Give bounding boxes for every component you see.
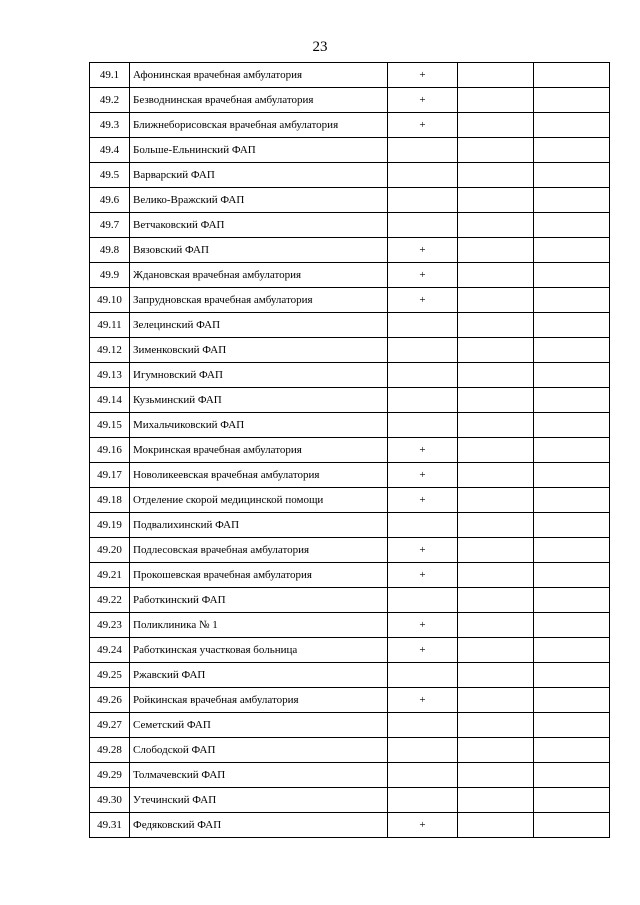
facility-name-cell: Безводнинская врачебная амбулатория [130,88,388,113]
facility-name-cell: Зименковский ФАП [130,338,388,363]
empty-cell [458,388,534,413]
row-number-cell: 49.8 [90,238,130,263]
empty-cell [458,738,534,763]
facility-table-body [90,63,610,838]
mark-cell: + [388,238,458,263]
mark-cell: + [388,288,458,313]
facility-name-cell: Толмачевский ФАП [130,763,388,788]
mark-cell: + [388,813,458,838]
facility-name-cell: Отделение скорой медицинской помощи [130,488,388,513]
empty-cell [458,788,534,813]
empty-cell [458,663,534,688]
empty-cell [534,138,610,163]
facility-name-cell: Больше-Ельнинский ФАП [130,138,388,163]
facility-name-cell: Слободской ФАП [130,738,388,763]
empty-cell [458,63,534,88]
mark-cell: + [388,613,458,638]
empty-cell [534,113,610,138]
facility-name-cell: Варварский ФАП [130,163,388,188]
table-row [90,213,610,238]
row-number-cell: 49.30 [90,788,130,813]
row-number-cell: 49.9 [90,263,130,288]
mark-cell: + [388,638,458,663]
empty-cell [458,88,534,113]
table-row [90,163,610,188]
facility-name-cell: Новоликеевская врачебная амбулатория [130,463,388,488]
empty-cell [534,263,610,288]
empty-cell [534,513,610,538]
facility-name-cell: Работкинский ФАП [130,588,388,613]
mark-cell [388,413,458,438]
mark-cell [388,713,458,738]
mark-cell: + [388,563,458,588]
empty-cell [458,138,534,163]
table-row [90,438,610,463]
table-row [90,388,610,413]
empty-cell [534,288,610,313]
facility-name-cell: Работкинская участковая больница [130,638,388,663]
empty-cell [458,488,534,513]
row-number-cell: 49.21 [90,563,130,588]
row-number-cell: 49.25 [90,663,130,688]
row-number-cell: 49.11 [90,313,130,338]
facility-name-cell: Афонинская врачебная амбулатория [130,63,388,88]
empty-cell [534,388,610,413]
facility-name-cell: Утечинский ФАП [130,788,388,813]
table-row [90,663,610,688]
mark-cell [388,763,458,788]
row-number-cell: 49.27 [90,713,130,738]
row-number-cell: 49.5 [90,163,130,188]
table-row [90,113,610,138]
row-number-cell: 49.7 [90,213,130,238]
facility-name-cell: Велико-Вражский ФАП [130,188,388,213]
empty-cell [458,813,534,838]
table-row [90,563,610,588]
empty-cell [458,638,534,663]
mark-cell [388,363,458,388]
table-row [90,263,610,288]
facility-name-cell: Кузьминский ФАП [130,388,388,413]
row-number-cell: 49.20 [90,538,130,563]
empty-cell [534,713,610,738]
row-number-cell: 49.13 [90,363,130,388]
mark-cell [388,313,458,338]
row-number-cell: 49.4 [90,138,130,163]
facility-name-cell: Запрудновская врачебная амбулатория [130,288,388,313]
mark-cell: + [388,538,458,563]
empty-cell [458,413,534,438]
facility-name-cell: Семетский ФАП [130,713,388,738]
row-number-cell: 49.19 [90,513,130,538]
facility-name-cell: Зелецинский ФАП [130,313,388,338]
table-row [90,588,610,613]
empty-cell [534,538,610,563]
facility-name-cell: Мокринская врачебная амбулатория [130,438,388,463]
mark-cell [388,588,458,613]
mark-cell: + [388,438,458,463]
empty-cell [534,63,610,88]
mark-cell [388,663,458,688]
facility-name-cell: Ветчаковский ФАП [130,213,388,238]
empty-cell [458,213,534,238]
empty-cell [458,563,534,588]
row-number-cell: 49.12 [90,338,130,363]
empty-cell [458,113,534,138]
empty-cell [458,363,534,388]
table-row [90,638,610,663]
facility-name-cell: Ройкинская врачебная амбулатория [130,688,388,713]
facility-name-cell: Федяковский ФАП [130,813,388,838]
empty-cell [458,688,534,713]
empty-cell [534,463,610,488]
table-row [90,413,610,438]
facility-name-cell: Прокошевская врачебная амбулатория [130,563,388,588]
table-row [90,363,610,388]
mark-cell [388,213,458,238]
empty-cell [534,238,610,263]
empty-cell [458,513,534,538]
row-number-cell: 49.29 [90,763,130,788]
table-row [90,338,610,363]
empty-cell [534,738,610,763]
mark-cell: + [388,63,458,88]
row-number-cell: 49.24 [90,638,130,663]
table-row [90,688,610,713]
empty-cell [534,313,610,338]
mark-cell: + [388,688,458,713]
mark-cell: + [388,263,458,288]
table-row [90,538,610,563]
facility-table [89,62,610,838]
empty-cell [534,438,610,463]
table-row [90,613,610,638]
table-row [90,238,610,263]
empty-cell [458,238,534,263]
table-row [90,188,610,213]
facility-name-cell: Поликлиника № 1 [130,613,388,638]
row-number-cell: 49.15 [90,413,130,438]
empty-cell [534,563,610,588]
mark-cell [388,163,458,188]
facility-name-cell: Ржавский ФАП [130,663,388,688]
table-row [90,488,610,513]
row-number-cell: 49.26 [90,688,130,713]
mark-cell: + [388,88,458,113]
row-number-cell: 49.23 [90,613,130,638]
empty-cell [458,438,534,463]
empty-cell [534,163,610,188]
facility-name-cell: Подлесовская врачебная амбулатория [130,538,388,563]
empty-cell [534,213,610,238]
table-row [90,313,610,338]
facility-name-cell: Игумновский ФАП [130,363,388,388]
facility-name-cell: Ждановская врачебная амбулатория [130,263,388,288]
mark-cell: + [388,463,458,488]
empty-cell [534,663,610,688]
empty-cell [458,463,534,488]
empty-cell [534,813,610,838]
empty-cell [534,613,610,638]
mark-cell [388,788,458,813]
table-row [90,88,610,113]
row-number-cell: 49.10 [90,288,130,313]
empty-cell [534,788,610,813]
table-row [90,63,610,88]
empty-cell [458,288,534,313]
table-row [90,813,610,838]
empty-cell [458,263,534,288]
mark-cell [388,338,458,363]
row-number-cell: 49.18 [90,488,130,513]
facility-name-cell: Михальчиковский ФАП [130,413,388,438]
empty-cell [534,413,610,438]
facility-name-cell: Ближнеборисовская врачебная амбулатория [130,113,388,138]
empty-cell [458,313,534,338]
empty-cell [534,588,610,613]
row-number-cell: 49.14 [90,388,130,413]
table-row [90,788,610,813]
mark-cell: + [388,113,458,138]
empty-cell [458,713,534,738]
row-number-cell: 49.6 [90,188,130,213]
row-number-cell: 49.3 [90,113,130,138]
empty-cell [458,763,534,788]
mark-cell [388,513,458,538]
table-row [90,738,610,763]
empty-cell [458,338,534,363]
table-row [90,138,610,163]
row-number-cell: 49.17 [90,463,130,488]
empty-cell [458,613,534,638]
empty-cell [458,538,534,563]
row-number-cell: 49.28 [90,738,130,763]
row-number-cell: 49.2 [90,88,130,113]
facility-name-cell: Подвалихинский ФАП [130,513,388,538]
row-number-cell: 49.1 [90,63,130,88]
empty-cell [458,163,534,188]
mark-cell [388,188,458,213]
mark-cell [388,138,458,163]
empty-cell [534,338,610,363]
table-row [90,713,610,738]
page-number: 23 [312,39,328,55]
empty-cell [534,88,610,113]
row-number-cell: 49.16 [90,438,130,463]
mark-cell [388,738,458,763]
empty-cell [534,688,610,713]
empty-cell [534,488,610,513]
table-row [90,463,610,488]
table-row [90,513,610,538]
empty-cell [534,638,610,663]
empty-cell [458,588,534,613]
empty-cell [534,188,610,213]
facility-name-cell: Вязовский ФАП [130,238,388,263]
table-row [90,763,610,788]
row-number-cell: 49.22 [90,588,130,613]
empty-cell [534,763,610,788]
row-number-cell: 49.31 [90,813,130,838]
empty-cell [458,188,534,213]
mark-cell [388,388,458,413]
mark-cell: + [388,488,458,513]
empty-cell [534,363,610,388]
table-row [90,288,610,313]
